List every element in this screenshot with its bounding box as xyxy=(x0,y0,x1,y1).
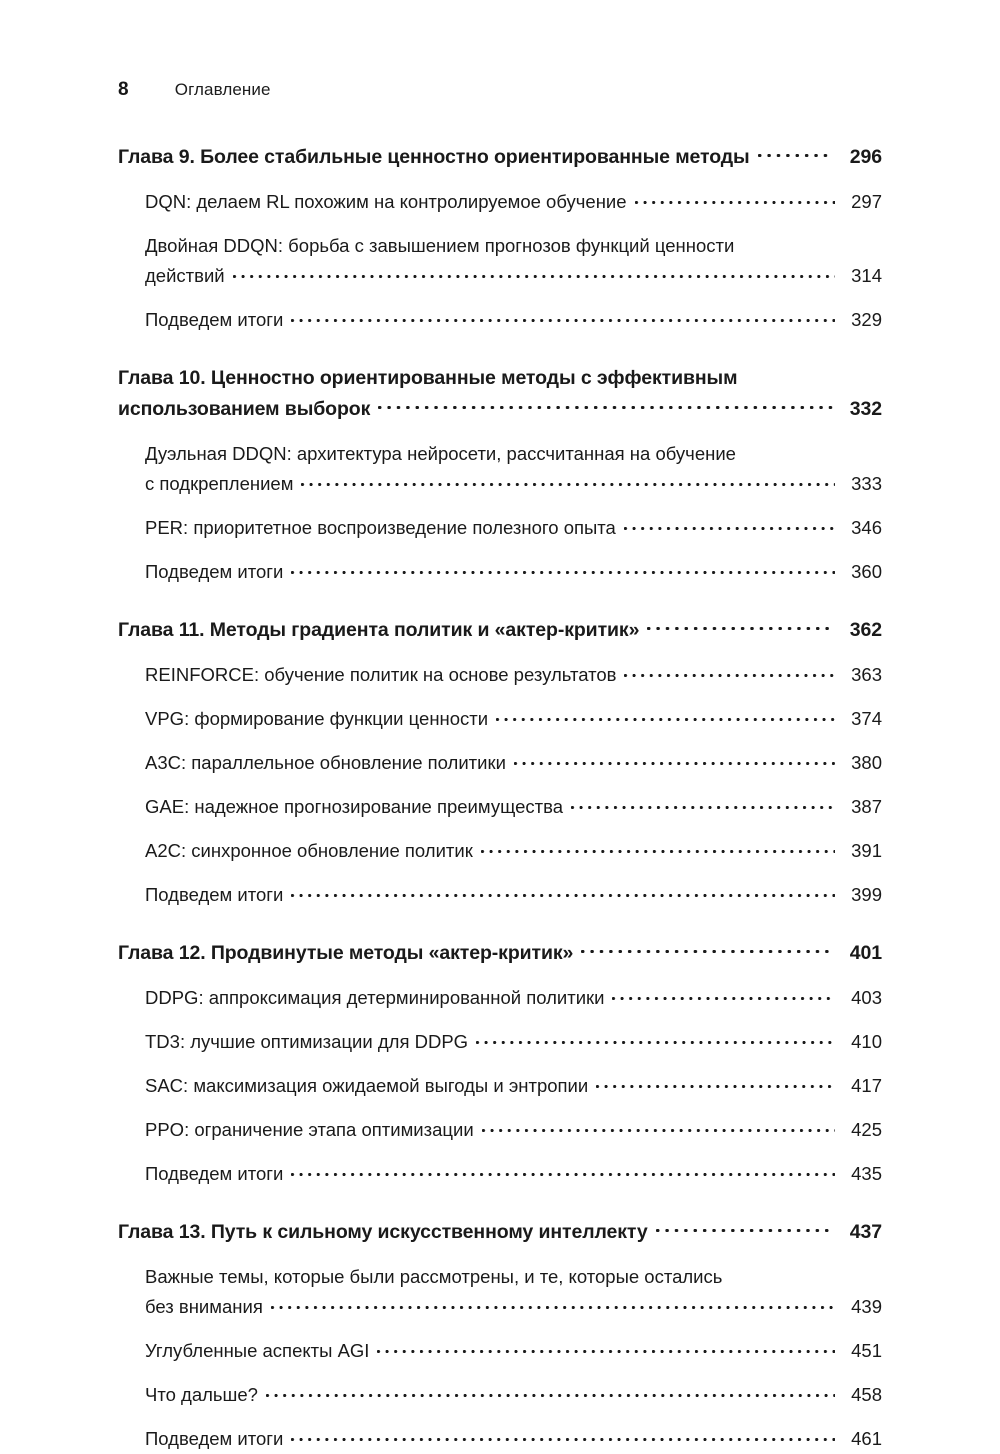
section-entry-line xyxy=(145,1424,882,1454)
section-entry-line xyxy=(145,1336,882,1366)
section-title: Подведем итоги xyxy=(145,561,284,582)
section-entry[interactable] xyxy=(118,1027,882,1057)
section-entry[interactable] xyxy=(118,880,882,910)
section-entry-line xyxy=(145,1071,882,1101)
dot-leader xyxy=(271,1295,835,1314)
section-entry-line xyxy=(145,1292,882,1322)
dot-leader xyxy=(291,1162,835,1181)
section-entry[interactable] xyxy=(118,513,882,543)
dot-leader xyxy=(233,264,835,283)
section-title: Углубленные аспекты AGI xyxy=(145,1340,370,1361)
section-title-line: Важные темы, которые были рассмотрены, и те, которые остались xyxy=(145,1266,723,1287)
chapter-page-number: 296 xyxy=(849,146,882,168)
chapter-title: Глава 13. Путь к сильному искусственному интеллекту xyxy=(118,1221,648,1243)
section-title: A3C: параллельное обновление политики xyxy=(145,752,506,773)
dot-leader xyxy=(758,144,833,164)
section-entry[interactable] xyxy=(118,983,882,1013)
section-entry-line xyxy=(145,1027,882,1057)
running-head xyxy=(118,79,271,101)
section-entry-line xyxy=(145,469,882,499)
section-page-number: 403 xyxy=(851,987,882,1008)
section-entry-line xyxy=(145,660,882,690)
table-of-contents xyxy=(118,142,882,1454)
section-page-number: 314 xyxy=(851,265,882,286)
section-entry[interactable] xyxy=(118,439,882,499)
section-entry-line xyxy=(145,983,882,1013)
section-entry-line xyxy=(145,305,882,335)
page-folio-number: 8 xyxy=(118,79,129,100)
section-entry[interactable] xyxy=(118,1262,882,1322)
dot-leader xyxy=(647,617,833,637)
dot-leader xyxy=(612,986,835,1005)
section-entry-line xyxy=(145,836,882,866)
chapter-block xyxy=(118,938,882,1189)
section-title-line: Двойная DDQN: борьба с завышением прогнозов функций ценности xyxy=(145,235,735,256)
section-entry-line xyxy=(145,261,882,291)
dot-leader xyxy=(301,472,835,491)
chapter-entry[interactable] xyxy=(118,394,882,425)
section-title: Подведем итоги xyxy=(145,1428,284,1449)
section-entry-line xyxy=(145,704,882,734)
section-entry[interactable] xyxy=(118,1071,882,1101)
dot-leader xyxy=(476,1030,835,1049)
section-entry[interactable] xyxy=(118,231,882,291)
section-title: PER: приоритетное воспроизведение полезного опыта xyxy=(145,517,616,538)
dot-leader xyxy=(481,839,835,858)
section-entry[interactable] xyxy=(118,1380,882,1410)
section-page-number: 387 xyxy=(851,796,882,817)
chapter-title: Глава 12. Продвинутые методы «актер-критик» xyxy=(118,942,574,964)
section-entry[interactable] xyxy=(118,557,882,587)
section-page-number: 363 xyxy=(851,664,882,685)
chapter-title: использованием выборок xyxy=(118,398,371,420)
section-entry[interactable] xyxy=(118,792,882,822)
dot-leader xyxy=(266,1383,835,1402)
chapter-entry[interactable] xyxy=(118,938,882,969)
section-title: без внимания xyxy=(145,1296,263,1317)
section-page-number: 458 xyxy=(851,1384,882,1405)
section-entry[interactable] xyxy=(118,748,882,778)
section-page-number: 346 xyxy=(851,517,882,538)
dot-leader xyxy=(624,663,835,682)
chapter-block xyxy=(118,142,882,335)
section-entry-line xyxy=(145,792,882,822)
section-page-number: 461 xyxy=(851,1428,882,1449)
dot-leader xyxy=(656,1219,833,1239)
section-title: GAE: надежное прогнозирование преимущества xyxy=(145,796,564,817)
dot-leader xyxy=(571,795,835,814)
section-title: SAC: максимизация ожидаемой выгоды и энтропии xyxy=(145,1075,589,1096)
section-entry[interactable] xyxy=(118,305,882,335)
dot-leader xyxy=(377,1339,835,1358)
dot-leader xyxy=(596,1074,835,1093)
dot-leader xyxy=(291,1427,835,1446)
dot-leader xyxy=(496,707,835,726)
section-title: Подведем итоги xyxy=(145,309,284,330)
section-page-number: 297 xyxy=(851,191,882,212)
section-entry-line xyxy=(145,880,882,910)
dot-leader xyxy=(378,396,833,416)
dot-leader xyxy=(514,751,835,770)
section-entry[interactable] xyxy=(118,836,882,866)
section-page-number: 399 xyxy=(851,884,882,905)
section-title: Подведем итоги xyxy=(145,1163,284,1184)
section-entry[interactable] xyxy=(118,1336,882,1366)
section-title: TD3: лучшие оптимизации для DDPG xyxy=(145,1031,469,1052)
chapter-page-number: 401 xyxy=(849,942,882,964)
section-page-number: 333 xyxy=(851,473,882,494)
section-title: PPO: ограничение этапа оптимизации xyxy=(145,1119,474,1140)
chapter-title: Глава 11. Методы градиента политик и «актер-критик» xyxy=(118,619,640,641)
section-page-number: 439 xyxy=(851,1296,882,1317)
section-page-number: 380 xyxy=(851,752,882,773)
dot-leader xyxy=(482,1118,835,1137)
section-title: REINFORCE: обучение политик на основе результатов xyxy=(145,664,617,685)
chapter-block xyxy=(118,615,882,910)
section-page-number: 451 xyxy=(851,1340,882,1361)
dot-leader xyxy=(624,516,835,535)
section-title: Подведем итоги xyxy=(145,884,284,905)
section-entry[interactable] xyxy=(118,187,882,217)
section-page-number: 417 xyxy=(851,1075,882,1096)
page-title: Оглавление xyxy=(174,80,271,99)
section-page-number: 374 xyxy=(851,708,882,729)
section-entry-line xyxy=(145,187,882,217)
section-page-number: 435 xyxy=(851,1163,882,1184)
dot-leader xyxy=(291,560,835,579)
chapter-entry[interactable] xyxy=(118,615,882,646)
section-entry-line xyxy=(145,557,882,587)
section-entry[interactable] xyxy=(118,660,882,690)
section-page-number: 329 xyxy=(851,309,882,330)
section-entry[interactable] xyxy=(118,1115,882,1145)
section-entry-line xyxy=(145,1115,882,1145)
dot-leader xyxy=(291,883,835,902)
section-page-number: 425 xyxy=(851,1119,882,1140)
chapter-title: Глава 9. Более стабильные ценностно ориентированные методы xyxy=(118,146,750,168)
section-entry[interactable] xyxy=(118,1159,882,1189)
section-page-number: 360 xyxy=(851,561,882,582)
dot-leader xyxy=(581,940,833,960)
section-entry-line xyxy=(145,513,882,543)
chapter-page-number: 332 xyxy=(849,398,882,420)
section-entry-line xyxy=(145,1380,882,1410)
section-title-line: Дуэльная DDQN: архитектура нейросети, рассчитанная на обучение xyxy=(145,443,736,464)
chapter-entry[interactable] xyxy=(118,1217,882,1248)
chapter-page-number: 437 xyxy=(849,1221,882,1243)
section-entry[interactable] xyxy=(118,704,882,734)
chapter-page-number: 362 xyxy=(849,619,882,641)
section-title: A2C: синхронное обновление политик xyxy=(145,840,473,861)
section-title: DQN: делаем RL похожим на контролируемое обучение xyxy=(145,191,627,212)
section-title: VPG: формирование функции ценности xyxy=(145,708,489,729)
chapter-block xyxy=(118,363,882,587)
section-entry-line xyxy=(145,748,882,778)
chapter-entry[interactable] xyxy=(118,142,882,173)
section-title: действий xyxy=(145,265,225,286)
section-page-number: 391 xyxy=(851,840,882,861)
chapter-title-line: Глава 10. Ценностно ориентированные методы с эффективным xyxy=(118,367,738,389)
section-entry[interactable] xyxy=(118,1424,882,1454)
section-page-number: 410 xyxy=(851,1031,882,1052)
section-entry-line xyxy=(145,1159,882,1189)
section-title: DDPG: аппроксимация детерминированной политики xyxy=(145,987,605,1008)
dot-leader xyxy=(635,190,835,209)
chapter-block xyxy=(118,1217,882,1454)
section-title: с подкреплением xyxy=(145,473,294,494)
section-title: Что дальше? xyxy=(145,1384,258,1405)
dot-leader xyxy=(291,308,835,327)
